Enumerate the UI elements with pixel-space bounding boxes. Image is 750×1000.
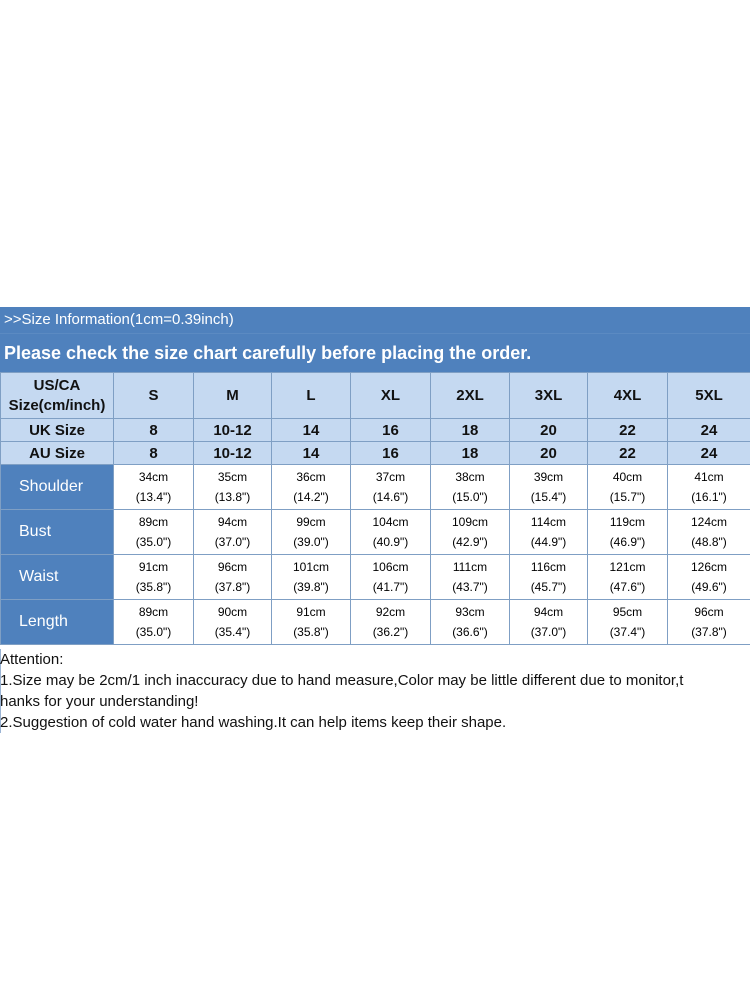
inch-value: (37.8") <box>691 625 727 639</box>
measurement-cell <box>351 465 431 510</box>
inch-value: (37.0") <box>530 625 567 639</box>
uk-size-cell: 14 <box>272 419 351 442</box>
inch-value: (13.8") <box>214 490 251 504</box>
cm-value: 41cm <box>694 470 724 484</box>
inch-value: (37.4") <box>609 625 646 639</box>
au-size-cell: 24 <box>668 442 750 465</box>
uk-size-cell: 8 <box>114 419 194 442</box>
size-col-header: L <box>272 373 351 419</box>
measurement-cell <box>272 465 351 510</box>
cm-value: 93cm <box>455 605 485 619</box>
measurement-cell <box>431 465 510 510</box>
measurement-cell <box>272 600 351 645</box>
measurement-cell <box>114 600 194 645</box>
au-size-label: AU Size <box>1 442 114 465</box>
cm-value: 94cm <box>217 515 248 529</box>
size-table <box>0 372 750 645</box>
uk-size-row <box>1 419 750 442</box>
cm-value: 91cm <box>296 605 326 619</box>
measurement-row-shoulder <box>1 465 750 510</box>
us-size-label <box>1 373 114 419</box>
measurement-cell <box>510 555 588 600</box>
size-check-notice: Please check the size chart carefully before placing the order. <box>0 333 750 372</box>
measurement-cell <box>194 555 272 600</box>
inch-value: (45.7") <box>530 580 567 594</box>
size-chart <box>0 307 750 645</box>
cm-value: 39cm <box>533 470 564 484</box>
measurement-cell <box>510 600 588 645</box>
measurement-row-bust <box>1 510 750 555</box>
inch-value: (39.8") <box>293 580 329 594</box>
cm-value: 111cm <box>452 560 488 574</box>
uk-size-cell: 22 <box>588 419 668 442</box>
inch-value: (36.2") <box>372 625 409 639</box>
cm-value: 91cm <box>138 560 169 574</box>
us-size-label-line2: Size(cm/inch) <box>8 396 106 414</box>
measurement-label: Length <box>1 600 114 645</box>
cm-value: 89cm <box>138 515 169 529</box>
measurement-cell <box>431 555 510 600</box>
inch-value: (37.0") <box>214 535 251 549</box>
cm-value: 106cm <box>372 560 409 574</box>
measurement-row-waist <box>1 555 750 600</box>
measurement-cell <box>510 465 588 510</box>
measurement-cell <box>194 510 272 555</box>
cm-value: 114cm <box>530 515 567 529</box>
inch-value: (16.1") <box>691 490 727 504</box>
uk-size-cell: 20 <box>510 419 588 442</box>
us-size-label-line1: US/CA <box>33 376 81 394</box>
au-size-cell: 20 <box>510 442 588 465</box>
measurement-label: Shoulder <box>1 465 114 510</box>
measurement-cell <box>114 510 194 555</box>
size-col-header: 3XL <box>510 373 588 419</box>
measurement-cell <box>351 600 431 645</box>
cm-value: 101cm <box>292 560 330 574</box>
cm-value: 126cm <box>690 560 728 574</box>
measurement-row-length <box>1 600 750 645</box>
inch-value: (43.7") <box>452 580 488 594</box>
au-size-cell: 16 <box>351 442 431 465</box>
inch-value: (44.9") <box>530 535 567 549</box>
cm-value: 95cm <box>612 605 643 619</box>
inch-value: (14.2") <box>293 490 329 504</box>
au-size-cell: 14 <box>272 442 351 465</box>
note-line: Attention: <box>0 651 64 668</box>
cm-value: 96cm <box>694 605 724 619</box>
cm-value: 94cm <box>533 605 564 619</box>
inch-value: (37.8") <box>214 580 251 594</box>
uk-size-label: UK Size <box>1 419 114 442</box>
measurement-label: Bust <box>1 510 114 555</box>
cm-value: 40cm <box>612 470 643 484</box>
measurement-cell <box>588 465 668 510</box>
inch-value: (36.6") <box>452 625 488 639</box>
attention-notes <box>0 649 750 733</box>
inch-value: (41.7") <box>372 580 409 594</box>
inch-value: (15.4") <box>530 490 567 504</box>
au-size-cell: 18 <box>431 442 510 465</box>
cm-value: 119cm <box>609 515 646 529</box>
uk-size-cell: 16 <box>351 419 431 442</box>
inch-value: (14.6") <box>372 490 409 504</box>
size-info-heading: >>Size Information(1cm=0.39inch) <box>0 307 750 333</box>
measurement-cell <box>668 510 750 555</box>
inch-value: (15.7") <box>609 490 646 504</box>
au-size-cell: 10-12 <box>194 442 272 465</box>
inch-value: (49.6") <box>691 580 727 594</box>
cm-value: 36cm <box>296 470 326 484</box>
cm-value: 92cm <box>375 605 406 619</box>
measurement-cell <box>510 510 588 555</box>
measurement-cell <box>351 510 431 555</box>
note-line: 1.Size may be 2cm/1 inch inaccuracy due to hand measure,Color may be little different due to monitor,t <box>0 672 684 689</box>
cm-value: 89cm <box>138 605 169 619</box>
measurement-label: Waist <box>1 555 114 600</box>
uk-size-cell: 10-12 <box>194 419 272 442</box>
cm-value: 96cm <box>217 560 248 574</box>
us-size-row <box>1 373 750 419</box>
measurement-cell <box>588 555 668 600</box>
note-line: 2.Suggestion of cold water hand washing.It can help items keep their shape. <box>0 714 507 731</box>
inch-value: (42.9") <box>452 535 488 549</box>
inch-value: (35.8") <box>293 625 329 639</box>
inch-value: (35.8") <box>135 580 172 594</box>
cm-value: 116cm <box>530 560 567 574</box>
uk-size-cell: 18 <box>431 419 510 442</box>
measurement-cell <box>588 510 668 555</box>
inch-value: (47.6") <box>609 580 646 594</box>
measurement-cell <box>114 555 194 600</box>
cm-value: 121cm <box>609 560 646 574</box>
cm-value: 35cm <box>217 470 248 484</box>
cm-value: 38cm <box>455 470 485 484</box>
measurement-cell <box>668 465 750 510</box>
cm-value: 34cm <box>138 470 169 484</box>
inch-value: (15.0") <box>452 490 488 504</box>
measurement-cell <box>668 600 750 645</box>
measurement-cell <box>194 465 272 510</box>
size-col-header: 5XL <box>668 373 750 419</box>
size-col-header: S <box>114 373 194 419</box>
measurement-cell <box>668 555 750 600</box>
inch-value: (39.0") <box>293 535 329 549</box>
inch-value: (46.9") <box>609 535 646 549</box>
measurement-cell <box>588 600 668 645</box>
measurement-cell <box>431 510 510 555</box>
inch-value: (35.0") <box>135 535 172 549</box>
note-line: hanks for your understanding! <box>0 693 199 710</box>
cm-value: 90cm <box>217 605 248 619</box>
measurement-cell <box>194 600 272 645</box>
cm-value: 99cm <box>296 515 326 529</box>
cm-value: 104cm <box>372 515 409 529</box>
measurement-cell <box>272 510 351 555</box>
cm-value: 124cm <box>690 515 728 529</box>
measurement-cell <box>114 465 194 510</box>
au-size-row <box>1 442 750 465</box>
inch-value: (35.4") <box>214 625 251 639</box>
size-col-header: 2XL <box>431 373 510 419</box>
inch-value: (35.0") <box>135 625 172 639</box>
size-col-header: 4XL <box>588 373 668 419</box>
inch-value: (48.8") <box>691 535 727 549</box>
size-col-header: XL <box>351 373 431 419</box>
size-col-header: M <box>194 373 272 419</box>
inch-value: (13.4") <box>135 490 172 504</box>
au-size-cell: 22 <box>588 442 668 465</box>
inch-value: (40.9") <box>372 535 409 549</box>
cm-value: 109cm <box>451 515 489 529</box>
measurement-cell <box>431 600 510 645</box>
uk-size-cell: 24 <box>668 419 750 442</box>
cm-value: 37cm <box>375 470 406 484</box>
measurement-cell <box>351 555 431 600</box>
au-size-cell: 8 <box>114 442 194 465</box>
measurement-cell <box>272 555 351 600</box>
